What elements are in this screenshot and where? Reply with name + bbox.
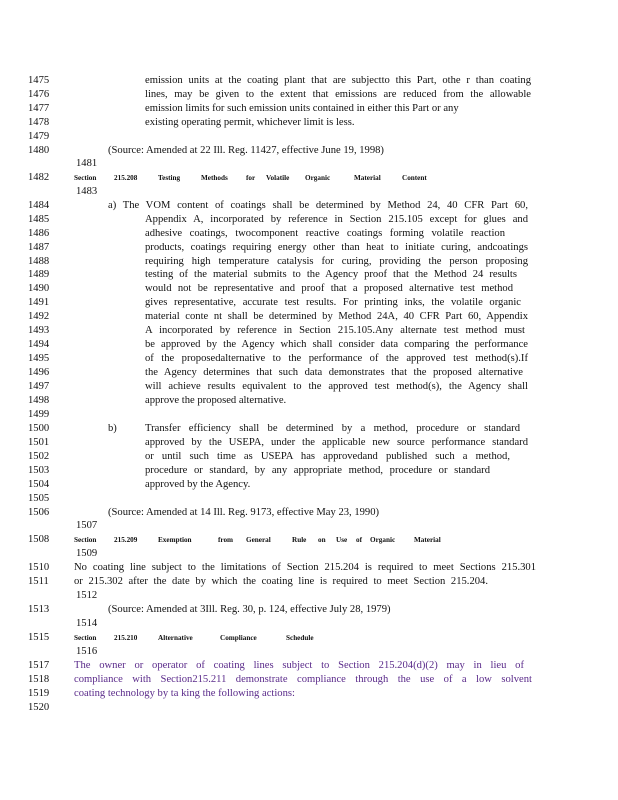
body-text: approved by the USEPA, under the applicable new source performance standard (145, 437, 528, 448)
heading-word: for (246, 174, 256, 182)
heading-word: 215.209 (114, 536, 138, 544)
line-1486 (0, 227, 618, 241)
line-1512 (0, 589, 618, 603)
line-1495 (0, 352, 618, 366)
body-text: lines, may be given to the extent that emissions are reduced from the allowable (145, 89, 531, 100)
body-text: gives representative, accurate test results. For printing inks, the volatile organic (145, 297, 521, 308)
line-1507 (0, 519, 618, 533)
body-text: procedure or standard, by any appropriate method, procedure or standard (145, 465, 490, 476)
heading-word: Organic (370, 536, 396, 544)
line-1503 (0, 464, 618, 478)
line-1506 (0, 506, 618, 520)
line-number: 1511 (28, 576, 49, 587)
heading-word: Alternative (158, 634, 193, 642)
line-number: 1492 (28, 311, 50, 322)
heading-word: Volatile (266, 174, 290, 182)
line-1516 (0, 645, 618, 659)
heading-word: Section (74, 634, 97, 642)
line-number: 1501 (28, 437, 50, 448)
heading-word: General (246, 536, 271, 544)
line-number: 1481 (76, 158, 98, 169)
line-number: 1494 (28, 339, 50, 350)
line-1483 (0, 185, 618, 199)
line-number: 1510 (28, 562, 50, 573)
line-1477 (0, 102, 618, 116)
body-text: No coating line subject to the limitations of Section 215.204 is required to meet Sections 215.301 (74, 562, 536, 573)
line-1480 (0, 144, 618, 158)
line-1482 (0, 171, 618, 185)
line-number: 1477 (28, 103, 50, 114)
line-number: 1509 (76, 548, 98, 559)
heading-word: 215.208 (114, 174, 138, 182)
line-1518 (0, 673, 618, 687)
line-number: 1507 (76, 520, 98, 531)
body-text: a) The VOM content of coatings shall be determined by Method 24, 40 CFR Part 60, (108, 200, 528, 211)
line-1510 (0, 561, 618, 575)
body-text: would not be representative and proof that a proposed alternative test method (145, 283, 513, 294)
line-number: 1502 (28, 451, 50, 462)
line-1490 (0, 282, 618, 296)
line-1509 (0, 547, 618, 561)
body-text: approve the proposed alternative. (145, 395, 287, 406)
line-1499 (0, 408, 618, 422)
source-note: (Source: Amended at 14 Ill. Reg. 9173, effective May 23, 1990) (108, 507, 380, 518)
line-1479 (0, 130, 618, 144)
heading-word: of (356, 536, 362, 544)
line-1497 (0, 380, 618, 394)
line-1494 (0, 338, 618, 352)
line-1488 (0, 255, 618, 269)
line-number: 1490 (28, 283, 50, 294)
body-text: or until such time as USEPA has approvedand published such a method, (145, 451, 510, 462)
body-text: approved by the Agency. (145, 479, 251, 490)
body-text: The owner or operator of coating lines subject to Section 215.204(d)(2) may in lieu of (74, 660, 524, 671)
heading-word: Rule (292, 536, 307, 544)
heading-word: Compliance (220, 634, 257, 642)
line-1492 (0, 310, 618, 324)
line-1515 (0, 631, 618, 645)
line-1481 (0, 157, 618, 171)
body-text: testing of the material submits to the Agency proof that the Method 24 results (145, 269, 517, 280)
heading-word: on (318, 536, 326, 544)
line-number: 1496 (28, 367, 50, 378)
line-number: 1506 (28, 507, 50, 518)
body-text: material conte nt shall be determined by Method 24A, 40 CFR Part 60, Appendix (145, 311, 528, 322)
source-note: (Source: Amended at 22 Ill. Reg. 11427, effective June 19, 1998) (108, 145, 384, 156)
line-number: 1487 (28, 242, 50, 253)
line-number: 1500 (28, 423, 50, 434)
line-number: 1520 (28, 702, 50, 713)
line-number: 1480 (28, 145, 50, 156)
line-number: 1516 (76, 646, 98, 657)
source-note: (Source: Amended at 3Ill. Reg. 30, p. 124, effective July 28, 1979) (108, 604, 391, 615)
line-1505 (0, 492, 618, 506)
heading-word: Material (354, 174, 381, 182)
line-number: 1519 (28, 688, 50, 699)
line-1502 (0, 450, 618, 464)
heading-word: Schedule (286, 634, 314, 642)
line-1485 (0, 213, 618, 227)
line-number: 1491 (28, 297, 50, 308)
line-number: 1508 (28, 534, 50, 545)
line-number: 1482 (28, 172, 50, 183)
body-text: adhesive coatings, twocomponent reactive coatings forming volatile reaction (145, 228, 505, 239)
line-number: 1518 (28, 674, 50, 685)
body-text: coating technology by ta king the following actions: (74, 688, 295, 699)
line-number: 1512 (76, 590, 98, 601)
heading-word: Content (402, 174, 427, 182)
body-text: be approved by the Agency which shall consider data comparing the performance (145, 339, 528, 350)
list-marker: b) (108, 423, 117, 434)
heading-word: Methods (201, 174, 228, 182)
line-1517 (0, 659, 618, 673)
line-number: 1498 (28, 395, 50, 406)
body-text: existing operating permit, whichever limit is less. (145, 117, 355, 128)
line-number: 1495 (28, 353, 50, 364)
heading-word: Exemption (158, 536, 192, 544)
line-1513 (0, 603, 618, 617)
line-number: 1485 (28, 214, 50, 225)
body-text: of the proposedalternative to the performance of the approved test method(s).If (145, 353, 528, 364)
line-1493 (0, 324, 618, 338)
body-text: emission units at the coating plant that are subjectto this Part, othe r than coating (145, 75, 531, 86)
heading-word: Section (74, 174, 97, 182)
heading-word: from (218, 536, 234, 544)
line-number: 1486 (28, 228, 50, 239)
body-text: the Agency determines that such data demonstrates that the proposed alternative (145, 367, 523, 378)
heading-word: Organic (305, 174, 331, 182)
line-1478 (0, 116, 618, 130)
body-text: compliance with Section215.211 demonstrate compliance through the use of a low solvent (74, 674, 532, 685)
line-number: 1479 (28, 131, 50, 142)
line-number: 1493 (28, 325, 50, 336)
body-text: Transfer efficiency shall be determined by a method, procedure or standard (145, 423, 520, 434)
line-number: 1476 (28, 89, 50, 100)
line-1496 (0, 366, 618, 380)
body-text: or 215.302 after the date by which the coating line is required to meet Section 215.204. (74, 576, 488, 587)
line-1508 (0, 533, 618, 547)
line-1501 (0, 436, 618, 450)
heading-word: Section (74, 536, 97, 544)
line-number: 1517 (28, 660, 50, 671)
line-number: 1497 (28, 381, 50, 392)
line-number: 1513 (28, 604, 50, 615)
line-number: 1475 (28, 75, 50, 86)
line-number: 1499 (28, 409, 50, 420)
line-number: 1489 (28, 269, 50, 280)
line-number: 1483 (76, 186, 98, 197)
heading-word: Testing (158, 174, 181, 182)
line-1511 (0, 575, 618, 589)
heading-word: 215.210 (114, 634, 138, 642)
line-1475 (0, 74, 618, 88)
line-1520 (0, 701, 618, 715)
line-number: 1505 (28, 493, 50, 504)
line-number: 1488 (28, 256, 50, 267)
body-text: A incorporated by reference in Section 215.105.Any alternate test method must (145, 325, 525, 336)
line-1484 (0, 199, 618, 213)
line-1504 (0, 478, 618, 492)
line-1498 (0, 394, 618, 408)
line-1500 (0, 422, 618, 436)
line-1489 (0, 268, 618, 282)
line-1519 (0, 687, 618, 701)
line-number: 1503 (28, 465, 50, 476)
heading-word: Use (336, 536, 348, 544)
line-1487 (0, 241, 618, 255)
body-text: Appendix A, incorporated by reference in Section 215.105 except for glues and (145, 214, 528, 225)
line-number: 1515 (28, 632, 50, 643)
body-text: products, coatings requiring energy other than heat to initiate curing, andcoatings (145, 242, 528, 253)
line-number: 1504 (28, 479, 50, 490)
line-1514 (0, 617, 618, 631)
line-number: 1478 (28, 117, 50, 128)
line-number: 1484 (28, 200, 50, 211)
line-1491 (0, 296, 618, 310)
line-1476 (0, 88, 618, 102)
body-text: requiring high temperature catalysis for curing, providing the person proposing (145, 256, 528, 267)
body-text: emission limits for such emission units contained in either this Part or any (145, 103, 459, 114)
line-number: 1514 (76, 618, 98, 629)
heading-word: Material (414, 536, 441, 544)
body-text: will achieve results equivalent to the approved test method(s), the Agency shall (145, 381, 528, 392)
